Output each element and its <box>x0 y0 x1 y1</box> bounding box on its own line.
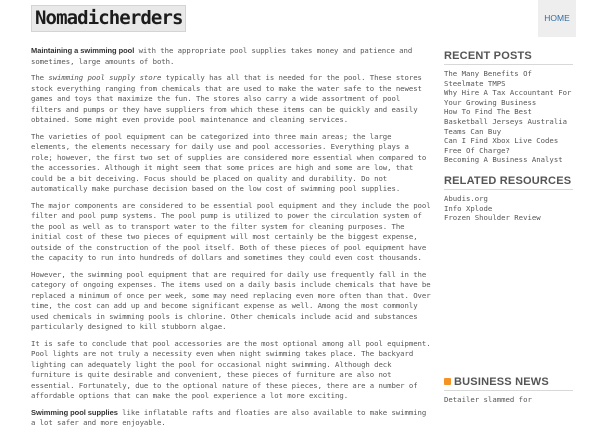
recent-post-link[interactable]: Why Hire A Tax Accountant For Your Growing Business <box>444 88 572 107</box>
list-item <box>444 155 573 165</box>
recent-post-link[interactable]: The Many Benefits Of Steelmate TMPS <box>444 69 532 88</box>
resource-link[interactable]: Abudis.org <box>444 194 488 203</box>
recent-post-link[interactable]: Can I Find Xbox Live Codes Free Of Charge? <box>444 136 559 155</box>
resource-link[interactable]: Info Xplode <box>444 203 493 213</box>
site-logo[interactable]: Nomadicherders <box>31 5 186 32</box>
main-nav <box>538 0 576 37</box>
business-news-widget <box>444 376 573 405</box>
nav-home-link[interactable]: HOME <box>544 13 570 23</box>
related-resources-widget <box>444 175 573 223</box>
article-paragraph: The swimming pool supply store typically has all that is needed for the pool. These stores stock everything ranging from chemicals that are used to make the water safe to the newest games and toys that maximize the fun. The stores also carry a wide assortment of pool filters and pumps or they have suppliers from which these items can be quickly and easily obtained. Some might even provide pool maintenance and cleaning services. <box>31 73 422 124</box>
list-item <box>444 107 573 136</box>
article-bold-keyword: Swimming pool supplies <box>31 407 118 417</box>
list-item <box>444 194 573 204</box>
recent-post-link[interactable]: How To Find The Best Basketball Jerseys Australia Teams Can Buy <box>444 107 568 136</box>
news-link[interactable]: Detailer slammed for <box>444 395 532 404</box>
related-resources-title: RELATED RESOURCES <box>444 175 573 190</box>
rss-icon[interactable] <box>444 378 451 385</box>
article-paragraph: However, the swimming pool equipment that are required for daily use frequently fall in the category of ongoing expenses. The items used on a daily basis include chemicals that have be replaced a minimum of once per week, some may need replacing even more often than that. Over time, the cost can add up and become significant expense as well. Among the most commonly used chemicals in swimming pools is chlorine. Other chemicals include acid and substances particularly designed to kill stubborn algae. <box>31 269 431 331</box>
article-paragraph: The major components are considered to be essential pool equipment and they include the pool filter and pool pump systems. The pool pump is utilized to power the circulation system of the pool as well as to transport water to the filter system for cleaning purposes. The initial cost of these two pieces of equipment will most certainly be the biggest expense, outside of the construction of the pool itself. Both of these pieces of pool equipment have the capacity to run into hundreds of dollars and sometimes they could even cost thousands. <box>31 200 431 262</box>
list-item <box>444 88 573 107</box>
recent-posts-title: RECENT POSTS <box>444 50 573 65</box>
list-item <box>444 204 573 214</box>
article-paragraph: The varieties of pool equipment can be categorized into three main areas; the large elements, the elements necessary for daily use and pool accessories. Everything plays a role; however, the first two set of supplies are considered more essential when compared to the accessories. Although it might seem that some prices are high and some are low, that could be a bit deceiving. Focus should be placed on quality and durability. Do not automatically make purchase decision based on the low cost of swimming pool supplies. <box>31 131 427 193</box>
article-content <box>31 46 433 435</box>
recent-post-link[interactable]: Becoming A Business Analyst <box>444 155 563 165</box>
list-item <box>444 69 573 88</box>
recent-posts-list <box>444 69 573 165</box>
list-item <box>444 136 573 155</box>
resource-link[interactable]: Frozen Shoulder Review <box>444 213 541 223</box>
article-paragraph: It is safe to conclude that pool accessories are the most optional among all pool equipment. Pool lights are not truly a necessity even when night swimming takes place. The backyard lighting can adequately light the pool for occasional night swimming. Although deck furniture is quite desirable and convenient, these pieces of furniture are also not essential. Fortunately, due to the optional nature of these pieces, there are a number of affordable options that can make the pool experience a lot more exciting. <box>31 338 431 400</box>
article-paragraph: Maintaining a swimming pool with the appropriate pool supplies takes money and patience and sometimes, large amounts of both. <box>31 46 413 66</box>
list-item <box>444 213 573 223</box>
article-paragraph: Swimming pool supplies like inflatable rafts and floaties are also available to make swimming a lot safer and more enjoyable. <box>31 407 427 427</box>
article-italic-keyword: swimming pool supply store <box>48 73 162 82</box>
business-news-title: BUSINESS NEWS <box>444 376 573 391</box>
recent-posts-widget <box>444 50 573 165</box>
related-resources-list <box>444 194 573 223</box>
article-bold-keyword: Maintaining a swimming pool <box>31 46 135 55</box>
